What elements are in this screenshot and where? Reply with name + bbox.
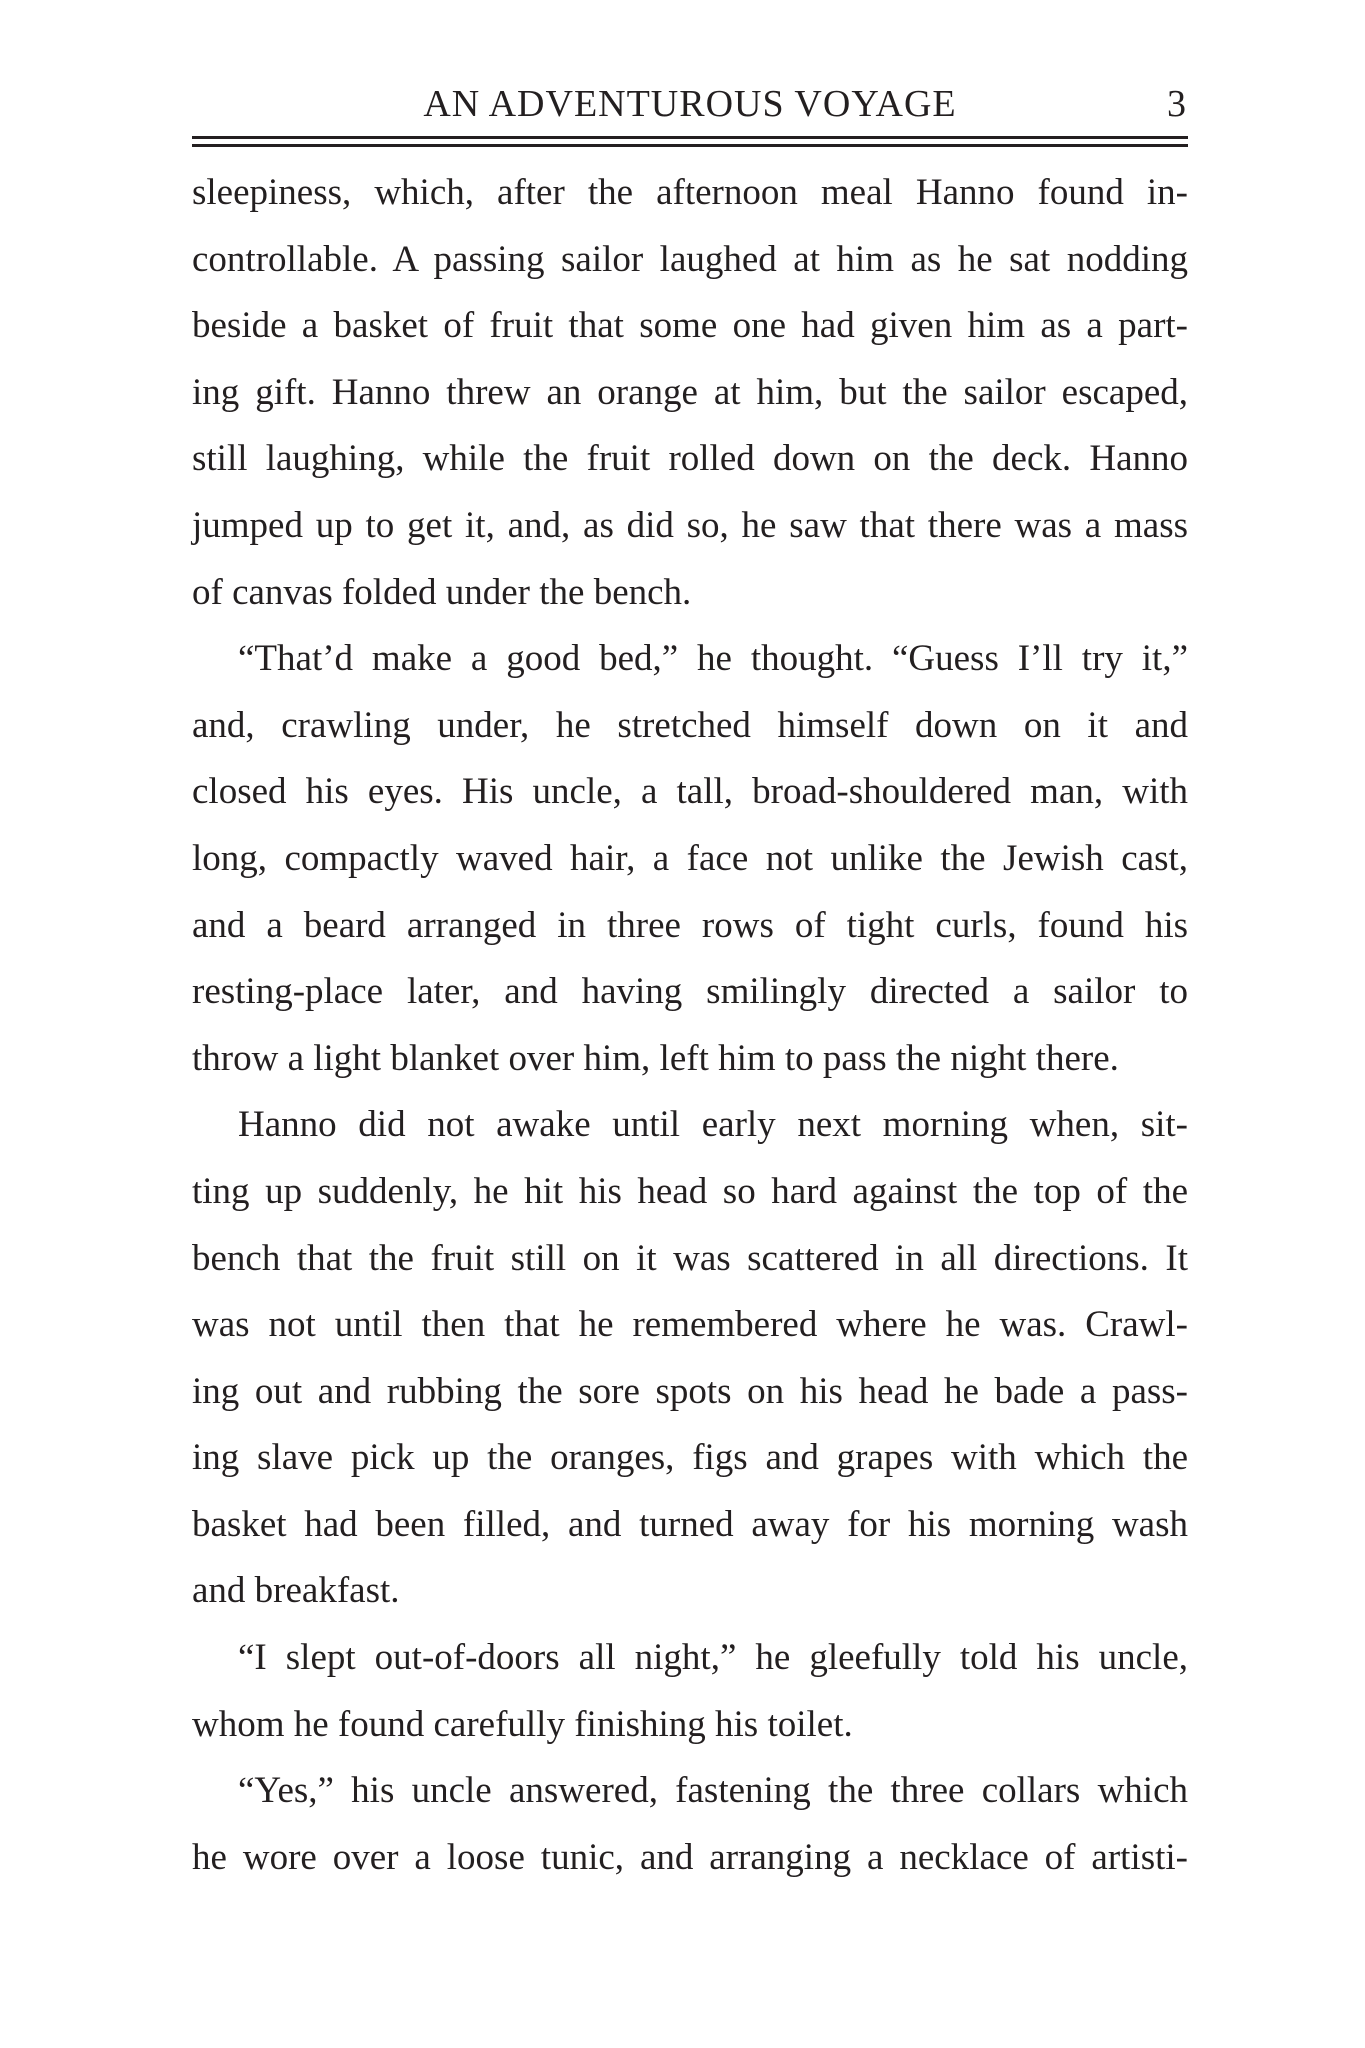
text-line: bench that the fruit still on it was scattered in all directions. It [192,1237,1188,1279]
text-line: closed his eyes. His uncle, a tall, broad-shouldered man, with [192,771,1188,813]
text-line: “I slept out-of-doors all night,” he gleefully told his uncle, [238,1637,1188,1679]
text-line: of canvas folded under the bench. [192,571,692,613]
text-line: controllable. A passing sailor laughed at him as he sat nodding [192,238,1188,280]
text-line: sleepiness, which, after the afternoon meal Hanno found in- [192,172,1188,213]
paragraph [192,1625,1188,1758]
text-line: was not until then that he remembered where he was. Crawl- [192,1304,1188,1346]
text-line: long, compactly waved hair, a face not unlike the Jewish cast, [192,837,1188,879]
header-rule-bottom [192,144,1188,147]
paragraph [192,160,1188,626]
header-rule-top [192,136,1188,139]
text-line: basket had been filled, and turned away for his morning wash [192,1503,1188,1545]
text-line: throw a light blanket over him, left him to pass the night there. [192,1037,1119,1079]
text-line: jumped up to get it, and, as did so, he saw that there was a mass [192,504,1188,546]
paragraph [192,1758,1188,1891]
text-line: “That’d make a good bed,” he thought. “Guess I’ll try it,” [238,638,1188,680]
text-line: ing out and rubbing the sore spots on his head he bade a pass- [192,1370,1188,1412]
text-line: and, crawling under, he stretched himself down on it and [192,704,1188,746]
body-text [192,160,1188,1891]
text-line: and breakfast. [192,1570,400,1612]
text-line: “Yes,” his uncle answered, fastening the three collars which [238,1770,1188,1812]
text-line: beside a basket of fruit that some one had given him as a part- [192,305,1188,347]
text-line: he wore over a loose tunic, and arranging a necklace of artisti- [192,1836,1188,1878]
running-header [192,78,1188,130]
paragraph [192,626,1188,1092]
text-line: and a beard arranged in three rows of tight curls, found his [192,904,1188,946]
text-line: still laughing, while the fruit rolled down on the deck. Hanno [192,438,1188,480]
paragraph [192,1092,1188,1625]
text-line: ing slave pick up the oranges, figs and grapes with which the [192,1437,1188,1479]
text-line: Hanno did not awake until early next morning when, sit- [238,1104,1188,1146]
text-line: ing gift. Hanno threw an orange at him, but the sailor escaped, [192,371,1188,413]
text-line: whom he found carefully finishing his toilet. [192,1703,853,1745]
page-number: 3 [1167,83,1186,125]
text-line: resting-place later, and having smilingly directed a sailor to [192,971,1188,1013]
running-title: AN ADVENTUROUS VOYAGE [423,83,957,125]
text-line: ting up suddenly, he hit his head so hard against the top of the [192,1170,1188,1212]
